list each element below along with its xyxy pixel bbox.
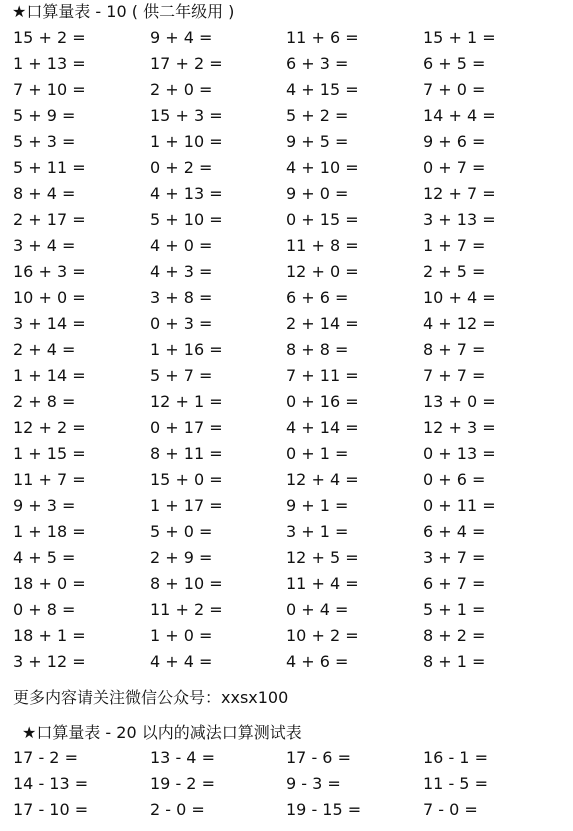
addition-problem-row xyxy=(0,311,573,337)
addition-problem-row xyxy=(0,623,573,649)
addition-problem-row xyxy=(0,597,573,623)
addition-problem-row xyxy=(0,389,573,415)
problem-cell: 18 + 0 = xyxy=(13,574,86,593)
problem-cell: 3 + 1 = xyxy=(286,522,349,541)
problem-cell: 15 + 1 = xyxy=(423,28,496,47)
addition-problem-row xyxy=(0,571,573,597)
problem-cell: 6 + 6 = xyxy=(286,288,349,307)
problem-cell: 0 + 7 = xyxy=(423,158,486,177)
problem-cell: 11 - 5 = xyxy=(423,774,488,793)
problem-cell: 10 + 4 = xyxy=(423,288,496,307)
addition-problem-row xyxy=(0,363,573,389)
problem-cell: 15 + 3 = xyxy=(150,106,223,125)
problem-cell: 2 + 0 = xyxy=(150,80,213,99)
problem-cell: 14 - 13 = xyxy=(13,774,89,793)
problem-cell: 0 + 2 = xyxy=(150,158,213,177)
problem-cell: 5 + 9 = xyxy=(13,106,76,125)
problem-cell: 16 - 1 = xyxy=(423,748,488,767)
problem-cell: 19 - 15 = xyxy=(286,800,362,819)
problem-cell: 0 + 1 = xyxy=(286,444,349,463)
addition-problem-row xyxy=(0,285,573,311)
problem-cell: 1 + 7 = xyxy=(423,236,486,255)
addition-problem-row xyxy=(0,181,573,207)
addition-problem-row xyxy=(0,155,573,181)
problem-cell: 3 + 14 = xyxy=(13,314,86,333)
problem-cell: 5 + 3 = xyxy=(13,132,76,151)
problem-cell: 2 - 0 = xyxy=(150,800,205,819)
problem-cell: 8 + 10 = xyxy=(150,574,223,593)
problem-cell: 8 + 4 = xyxy=(13,184,76,203)
problem-cell: 6 + 7 = xyxy=(423,574,486,593)
problem-cell: 8 + 11 = xyxy=(150,444,223,463)
problem-cell: 5 + 2 = xyxy=(286,106,349,125)
addition-problem-row xyxy=(0,415,573,441)
problem-cell: 17 - 6 = xyxy=(286,748,351,767)
problem-cell: 1 + 18 = xyxy=(13,522,86,541)
problem-cell: 15 + 2 = xyxy=(13,28,86,47)
addition-problem-row xyxy=(0,233,573,259)
problem-cell: 13 - 4 = xyxy=(150,748,215,767)
problem-cell: 0 + 6 = xyxy=(423,470,486,489)
problem-cell: 17 - 10 = xyxy=(13,800,89,819)
addition-problem-row xyxy=(0,545,573,571)
problem-cell: 9 + 0 = xyxy=(286,184,349,203)
addition-problem-row xyxy=(0,649,573,675)
problem-cell: 2 + 14 = xyxy=(286,314,359,333)
problem-cell: 5 + 0 = xyxy=(150,522,213,541)
problem-cell: 14 + 4 = xyxy=(423,106,496,125)
problem-cell: 7 + 11 = xyxy=(286,366,359,385)
problem-cell: 8 + 7 = xyxy=(423,340,486,359)
problem-cell: 11 + 8 = xyxy=(286,236,359,255)
problem-cell: 2 + 4 = xyxy=(13,340,76,359)
problem-cell: 7 + 0 = xyxy=(423,80,486,99)
problem-cell: 4 + 0 = xyxy=(150,236,213,255)
problem-cell: 6 + 4 = xyxy=(423,522,486,541)
problem-cell: 12 + 0 = xyxy=(286,262,359,281)
problem-cell: 0 + 13 = xyxy=(423,444,496,463)
problem-cell: 8 + 2 = xyxy=(423,626,486,645)
problem-cell: 12 + 2 = xyxy=(13,418,86,437)
problem-cell: 0 + 3 = xyxy=(150,314,213,333)
problem-cell: 17 - 2 = xyxy=(13,748,78,767)
addition-problem-row xyxy=(0,337,573,363)
footer-note: 更多内容请关注微信公众号：xxsx100 xyxy=(13,688,289,707)
problem-cell: 1 + 14 = xyxy=(13,366,86,385)
problem-cell: 0 + 17 = xyxy=(150,418,223,437)
problem-cell: 1 + 0 = xyxy=(150,626,213,645)
addition-problem-row xyxy=(0,51,573,77)
problem-cell: 8 + 1 = xyxy=(423,652,486,671)
addition-problem-row xyxy=(0,441,573,467)
problem-cell: 2 + 9 = xyxy=(150,548,213,567)
problem-cell: 5 + 1 = xyxy=(423,600,486,619)
problem-cell: 5 + 10 = xyxy=(150,210,223,229)
problem-cell: 3 + 12 = xyxy=(13,652,86,671)
problem-cell: 7 + 7 = xyxy=(423,366,486,385)
problem-cell: 10 + 2 = xyxy=(286,626,359,645)
problem-cell: 12 + 1 = xyxy=(150,392,223,411)
problem-cell: 12 + 4 = xyxy=(286,470,359,489)
problem-cell: 11 + 4 = xyxy=(286,574,359,593)
addition-problem-row xyxy=(0,207,573,233)
problem-cell: 1 + 17 = xyxy=(150,496,223,515)
problem-cell: 1 + 10 = xyxy=(150,132,223,151)
problem-cell: 0 + 15 = xyxy=(286,210,359,229)
problem-cell: 8 + 8 = xyxy=(286,340,349,359)
problem-cell: 1 + 13 = xyxy=(13,54,86,73)
problem-cell: 3 + 13 = xyxy=(423,210,496,229)
problem-cell: 2 + 8 = xyxy=(13,392,76,411)
addition-problem-row xyxy=(0,493,573,519)
subtraction-problem-row xyxy=(0,745,573,771)
problem-cell: 9 + 4 = xyxy=(150,28,213,47)
problem-cell: 15 + 0 = xyxy=(150,470,223,489)
problem-cell: 2 + 5 = xyxy=(423,262,486,281)
addition-problem-row xyxy=(0,77,573,103)
problem-cell: 0 + 16 = xyxy=(286,392,359,411)
problem-cell: 1 + 15 = xyxy=(13,444,86,463)
problem-cell: 19 - 2 = xyxy=(150,774,215,793)
subtraction-problem-row xyxy=(0,797,573,823)
problem-cell: 9 + 6 = xyxy=(423,132,486,151)
problem-cell: 10 + 0 = xyxy=(13,288,86,307)
problem-cell: 12 + 5 = xyxy=(286,548,359,567)
problem-cell: 7 + 10 = xyxy=(13,80,86,99)
problem-cell: 3 + 7 = xyxy=(423,548,486,567)
worksheet-title-subtraction: ★口算量表 - 20 以内的减法口算测试表 xyxy=(22,723,302,742)
problem-cell: 5 + 11 = xyxy=(13,158,86,177)
problem-cell: 0 + 11 = xyxy=(423,496,496,515)
problem-cell: 5 + 7 = xyxy=(150,366,213,385)
subtraction-problem-grid xyxy=(0,745,573,823)
problem-cell: 4 + 5 = xyxy=(13,548,76,567)
problem-cell: 11 + 7 = xyxy=(13,470,86,489)
problem-cell: 3 + 4 = xyxy=(13,236,76,255)
problem-cell: 6 + 3 = xyxy=(286,54,349,73)
addition-problem-row xyxy=(0,103,573,129)
problem-cell: 0 + 4 = xyxy=(286,600,349,619)
problem-cell: 7 - 0 = xyxy=(423,800,478,819)
problem-cell: 4 + 14 = xyxy=(286,418,359,437)
problem-cell: 4 + 12 = xyxy=(423,314,496,333)
addition-problem-row xyxy=(0,129,573,155)
problem-cell: 3 + 8 = xyxy=(150,288,213,307)
problem-cell: 9 - 3 = xyxy=(286,774,341,793)
problem-cell: 11 + 6 = xyxy=(286,28,359,47)
problem-cell: 12 + 3 = xyxy=(423,418,496,437)
problem-cell: 17 + 2 = xyxy=(150,54,223,73)
problem-cell: 4 + 3 = xyxy=(150,262,213,281)
problem-cell: 6 + 5 = xyxy=(423,54,486,73)
problem-cell: 18 + 1 = xyxy=(13,626,86,645)
problem-cell: 4 + 15 = xyxy=(286,80,359,99)
problem-cell: 2 + 17 = xyxy=(13,210,86,229)
problem-cell: 12 + 7 = xyxy=(423,184,496,203)
subtraction-problem-row xyxy=(0,771,573,797)
problem-cell: 11 + 2 = xyxy=(150,600,223,619)
problem-cell: 4 + 6 = xyxy=(286,652,349,671)
problem-cell: 9 + 1 = xyxy=(286,496,349,515)
problem-cell: 4 + 10 = xyxy=(286,158,359,177)
addition-problem-row xyxy=(0,467,573,493)
addition-problem-row xyxy=(0,259,573,285)
problem-cell: 0 + 8 = xyxy=(13,600,76,619)
problem-cell: 4 + 4 = xyxy=(150,652,213,671)
problem-cell: 16 + 3 = xyxy=(13,262,86,281)
problem-cell: 9 + 3 = xyxy=(13,496,76,515)
addition-problem-grid xyxy=(0,25,573,675)
addition-problem-row xyxy=(0,519,573,545)
problem-cell: 13 + 0 = xyxy=(423,392,496,411)
worksheet-title-addition: ★口算量表 - 10 ( 供二年级用 ) xyxy=(12,2,235,21)
problem-cell: 4 + 13 = xyxy=(150,184,223,203)
problem-cell: 1 + 16 = xyxy=(150,340,223,359)
addition-problem-row xyxy=(0,25,573,51)
problem-cell: 9 + 5 = xyxy=(286,132,349,151)
